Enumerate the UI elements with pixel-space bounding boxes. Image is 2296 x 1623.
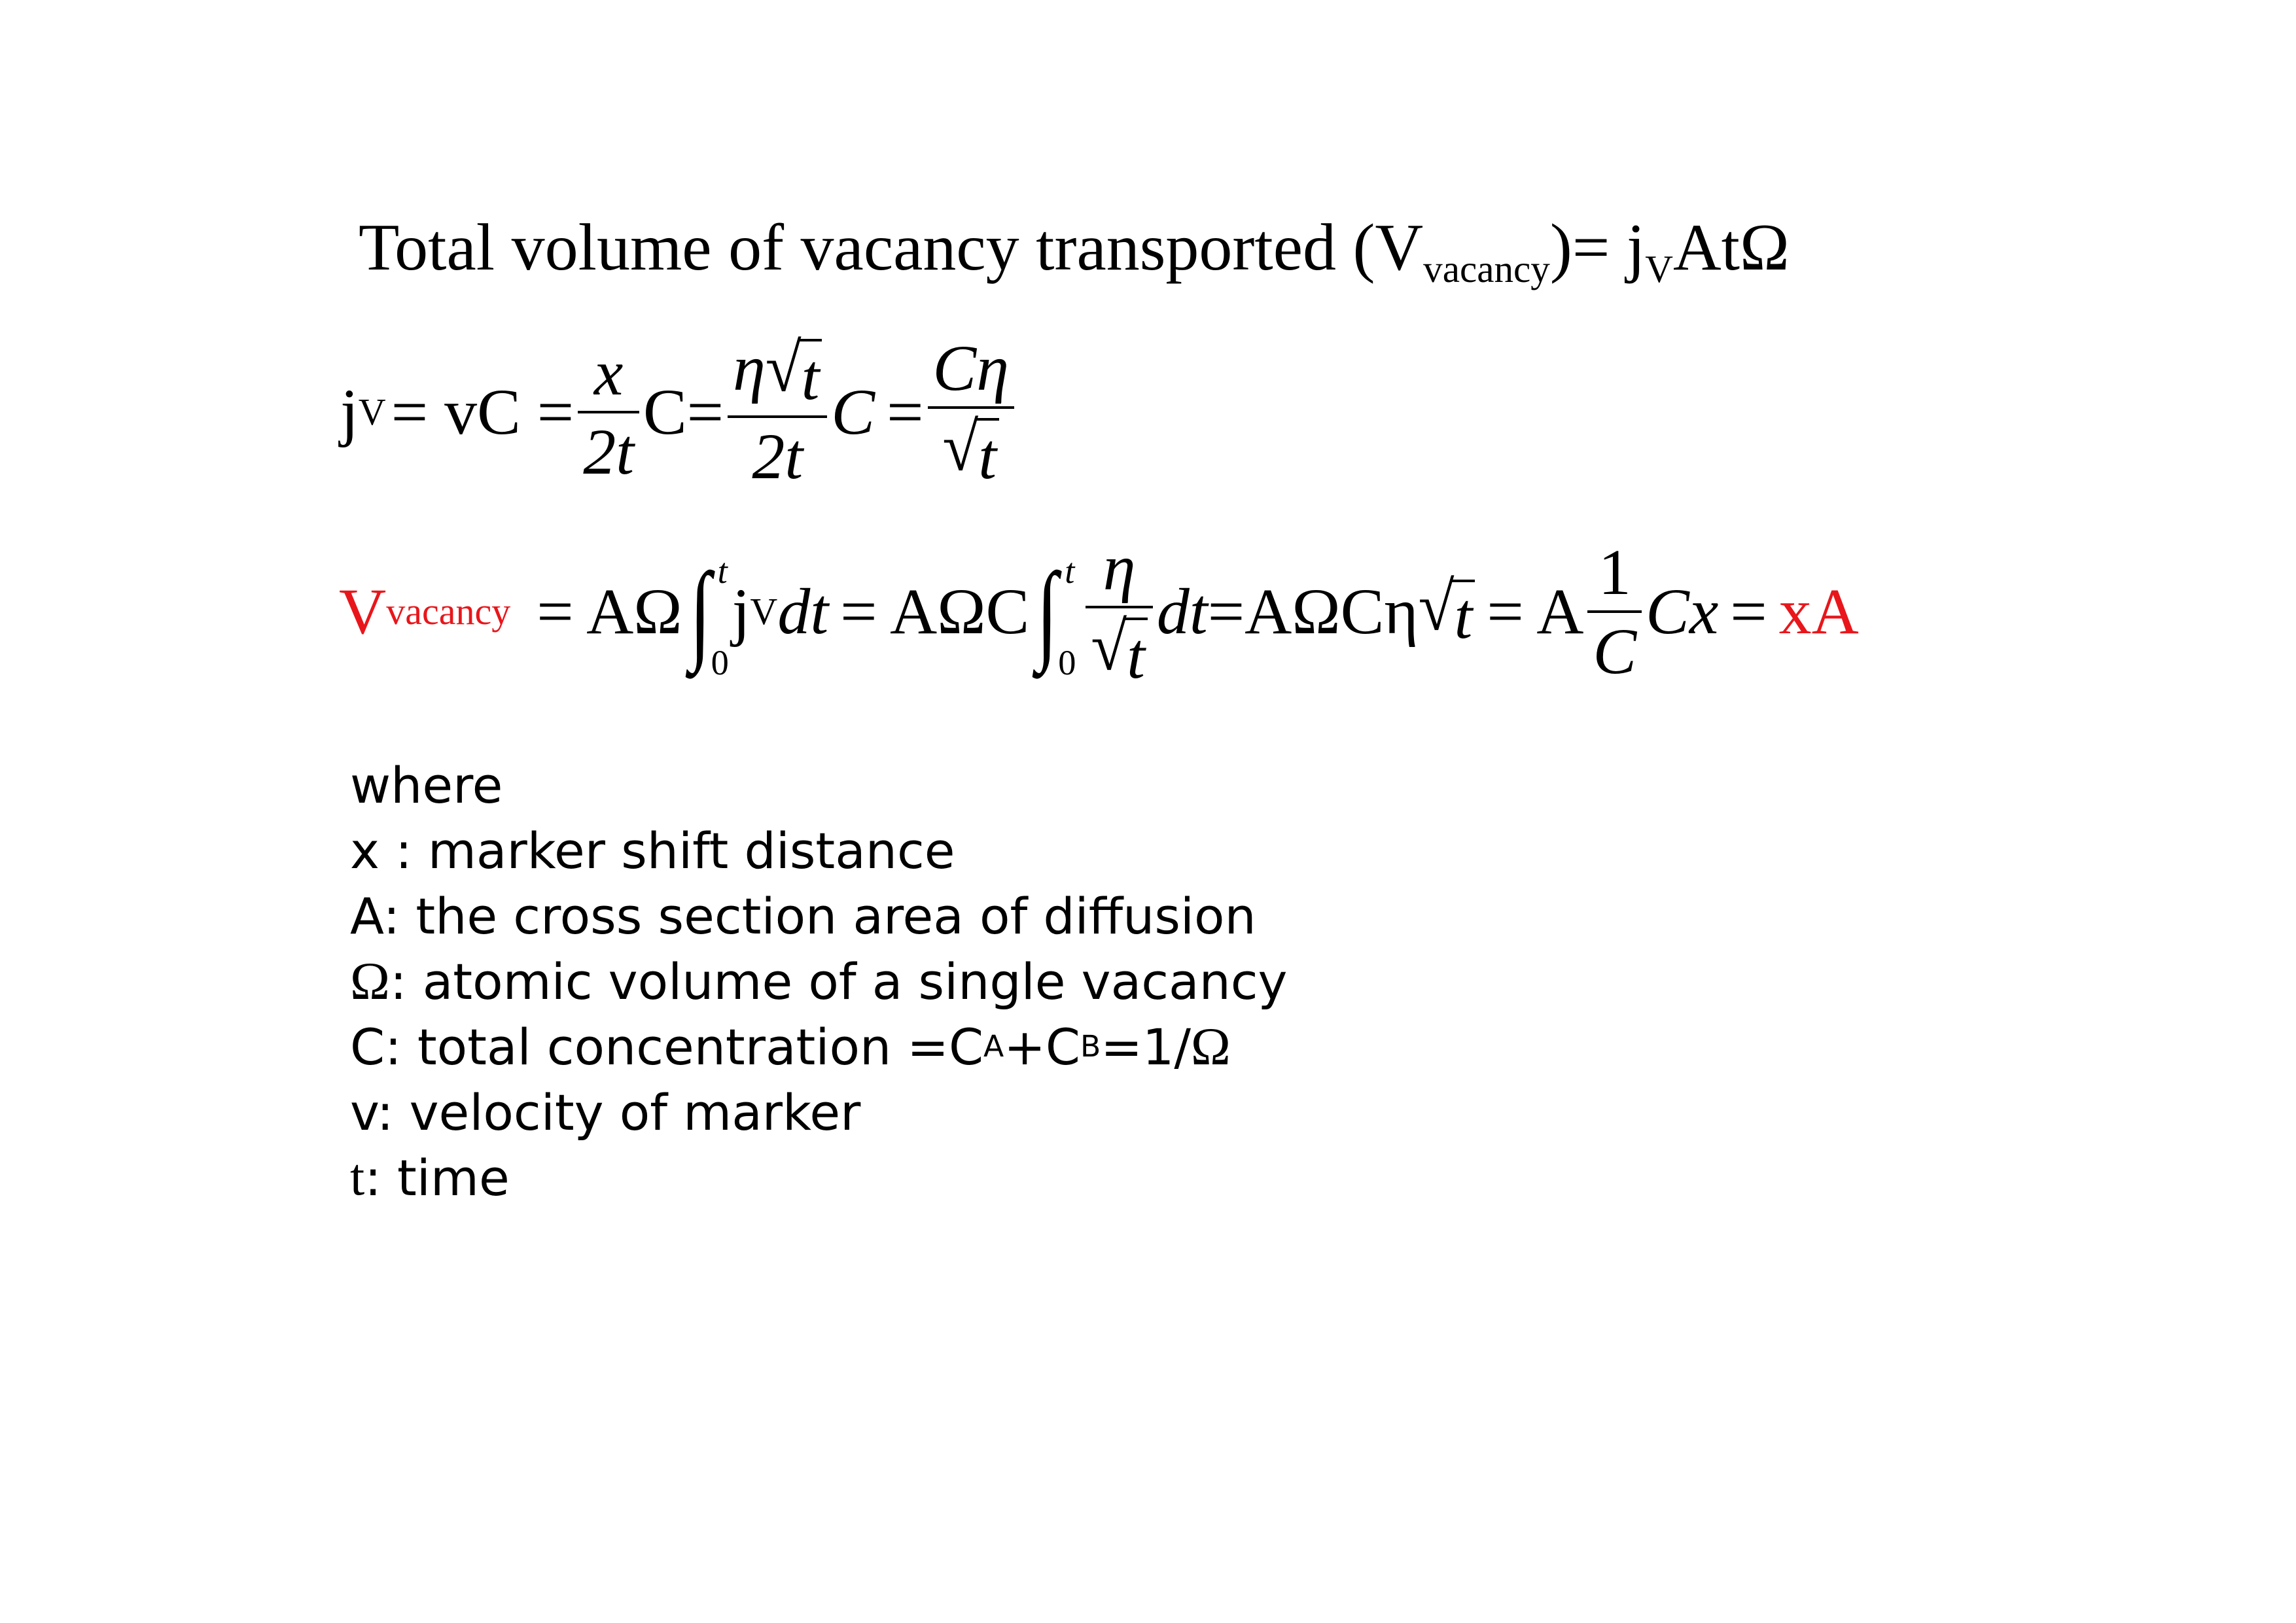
eq1-frac2-den: 2t xyxy=(752,420,804,493)
eq2-frac2-num: 1 xyxy=(1598,536,1631,608)
eq2-frac-sqrt-t: t xyxy=(1124,618,1148,690)
eq2-fraction-1-C xyxy=(1587,538,1642,686)
eq1-part4: = xyxy=(887,375,924,448)
definition-C-eq: =1/ xyxy=(1101,1017,1191,1076)
sqrt-symbol: √ t xyxy=(766,334,822,411)
title-text: Total volume of vacancy transported (V xyxy=(359,211,1424,285)
eq2-dt2: dt xyxy=(1156,575,1208,648)
definition-C-text: C: total concentration =C xyxy=(350,1017,984,1076)
definition-v xyxy=(350,1079,1288,1145)
eq2-fraction-eta-sqrt-t xyxy=(1086,533,1153,690)
eq2-part5: Cx xyxy=(1646,575,1719,648)
omega-symbol: Ω xyxy=(350,951,390,1011)
eq2-frac-den xyxy=(1086,608,1153,692)
fraction-bar xyxy=(1587,610,1642,613)
definition-omega xyxy=(350,949,1288,1014)
eq1-part1: = vC = xyxy=(391,375,574,448)
fraction-bar xyxy=(578,411,639,413)
definitions-list xyxy=(350,752,1288,1210)
sqrt-symbol: √ t xyxy=(942,413,999,491)
title-line xyxy=(359,211,1790,290)
eq1-frac3-sqrt-t: t xyxy=(976,418,999,491)
eq2-j: j xyxy=(732,575,751,648)
integral-symbol: ∫ t 0 xyxy=(1036,550,1076,682)
eq1-fraction-eta-sqrt-t xyxy=(728,329,827,493)
eq2-dt1: dt xyxy=(777,575,829,648)
eq2-frac2-den: C xyxy=(1593,615,1637,688)
eq2-part2: = AΩC xyxy=(840,575,1030,648)
definition-where xyxy=(350,752,1288,818)
definition-t-text: : time xyxy=(364,1148,510,1207)
eq1-fraction-ceta-sqrt-t xyxy=(928,334,1014,491)
eq1-frac3-num: Cη xyxy=(932,332,1009,404)
definition-t xyxy=(350,1145,1288,1210)
definition-C: C: total concentration =C A +C B =1/ Ω xyxy=(350,1017,1231,1076)
eq2-part4: = A xyxy=(1487,575,1584,648)
title-tail: AtΩ xyxy=(1672,211,1790,285)
title-rest: )= j xyxy=(1549,211,1646,285)
t-symbol: t xyxy=(350,1148,365,1206)
eq2-int1-lower: 0 xyxy=(711,642,729,682)
eq1-frac1-num: x xyxy=(593,336,624,409)
definition-x-text: x : marker shift distance xyxy=(350,821,955,880)
eq2-part6: = xyxy=(1730,575,1767,648)
eq1-frac2-eta: η xyxy=(733,332,766,404)
sqrt-symbol: √ t xyxy=(1419,574,1475,649)
eq1-frac2-num xyxy=(728,329,827,413)
definition-v-text: v: velocity of marker xyxy=(350,1083,861,1142)
definition-C-plus: +C xyxy=(1004,1017,1080,1076)
definition-x xyxy=(350,818,1288,883)
eq1-j: j xyxy=(340,375,359,448)
where-label: where xyxy=(350,756,503,814)
integral-symbol: ∫ t 0 xyxy=(689,550,729,682)
eq2-int2-upper: t xyxy=(1065,551,1075,591)
definition-A xyxy=(350,883,1288,949)
eq2-sqrt-t: t xyxy=(1452,580,1475,649)
equation-vacancy-volume: V vacancy = AΩ ∫ t 0 j V dt = AΩC ∫ t 0 η √ t dt =AΩCη √ t = A $\frac{1}{C}$ Cx = xA xyxy=(339,531,1859,692)
fraction-bar xyxy=(728,415,827,418)
eq2-int2-lower: 0 xyxy=(1058,642,1076,682)
eq2-part3: =AΩCη xyxy=(1207,575,1419,648)
eq1-frac1-den: 2t xyxy=(583,415,634,488)
eq1-frac3-den xyxy=(937,408,1004,493)
eq2-int1-upper: t xyxy=(717,551,728,591)
eq1-part2: C= xyxy=(643,375,724,448)
title-sub-v: V xyxy=(1645,247,1673,290)
sqrt-symbol: √ t xyxy=(1091,612,1148,690)
eq1-frac2-sqrt-t: t xyxy=(799,339,822,411)
title-sub-vacancy: vacancy xyxy=(1423,247,1550,290)
eq1-part3: C xyxy=(831,375,875,448)
eq2-part1: = AΩ xyxy=(537,575,682,648)
omega-symbol: Ω xyxy=(1190,1017,1231,1076)
eq2-result: xA xyxy=(1778,575,1859,648)
equation-flux: j V = vC = $\frac{x}{2t}$ C= η √ t 2t C = Cη √ t xyxy=(340,321,1018,504)
eq1-fraction-x-2t xyxy=(578,338,639,486)
definition-omega-text: : atomic volume of a single vacancy xyxy=(389,952,1288,1011)
eq2-frac-num: η xyxy=(1103,531,1136,604)
definition-A-text: A: the cross section area of diffusion xyxy=(350,886,1256,945)
eq2-V: V xyxy=(339,575,387,648)
